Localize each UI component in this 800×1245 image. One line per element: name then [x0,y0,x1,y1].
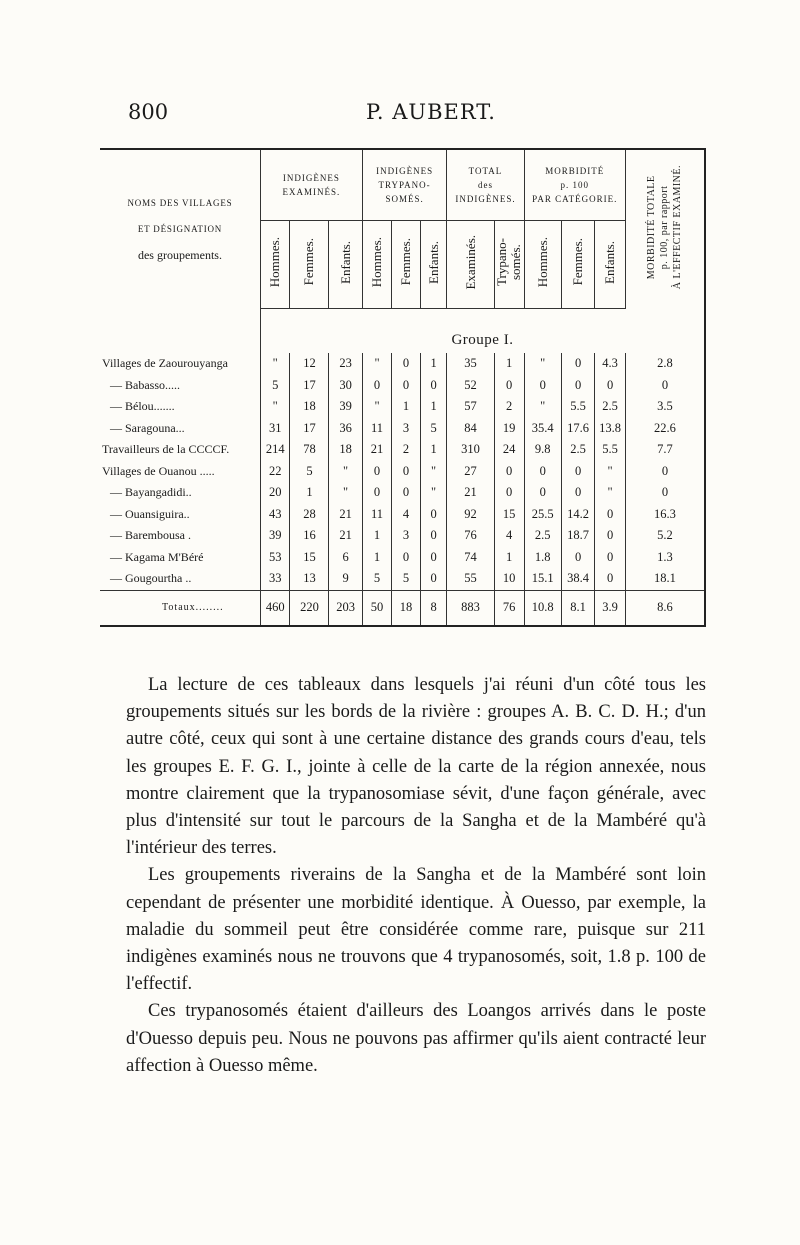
table-cell: 14.2 [561,504,594,526]
table-cell: 1.8 [524,547,561,569]
village-name: — Babasso..... [110,377,180,392]
table-cell: 5 [362,568,392,590]
table-cell: 52 [447,375,494,397]
header-line: INDIGÈNES. [455,194,516,204]
table-cell: " [362,353,392,375]
table-cell: 2.5 [524,525,561,547]
table-cell: 0 [561,353,594,375]
table-cell: 31 [260,418,290,440]
table-cell: 55 [447,568,494,590]
table-row [100,461,705,483]
table-cell: 3 [392,418,421,440]
subheader-trypano-femmes: Femmes. [392,221,421,309]
totals-cell: 3.9 [595,590,626,626]
table-cell: 3.5 [625,396,705,418]
table-cell: 9.8 [524,439,561,461]
table-cell: 0 [561,547,594,569]
header-line: TOTAL [468,166,503,176]
table-cell: 1 [420,353,447,375]
table-cell: 0 [595,525,626,547]
table-cell: 0 [524,482,561,504]
table-cell: 1 [290,482,329,504]
table-cell: 35.4 [524,418,561,440]
table-cell: 6 [329,547,362,569]
header-line: PAR CATÉGORIE. [532,194,618,204]
morbidity-table [100,148,706,636]
table-cell: 74 [447,547,494,569]
totals-cell: 76 [494,590,524,626]
table-cell: 43 [260,504,290,526]
table-cell: " [362,396,392,418]
paragraph: La lecture de ces tableaux dans lesquels j'ai réuni d'un côté tous les groupements situés sur les bords de la rivière : groupes A. B. C. D. H.; d'un autre côté, ceux qui sont à une certaine distance des grands cours d'eau, tels les groupes E. F. G. I., jointe à celle de la carte de la région annexée, nous montre clairement que la trypanosomiase sévit, d'une façon générale, avec plus d'intensité sur tout le parcours de la Sangha et de la Mambéré qu'à l'intérieur des terres. [126,675,706,859]
totals-cell: 8 [420,590,447,626]
totals-label: Totaux........ [100,590,260,626]
table-cell: 10 [494,568,524,590]
table-cell: 15 [290,547,329,569]
table-cell: 7.7 [625,439,705,461]
table-cell: 0 [561,375,594,397]
table-cell: 13.8 [595,418,626,440]
village-name: — Bélou....... [110,399,175,414]
table-cell: 1 [494,547,524,569]
table-cell: 0 [392,482,421,504]
table-cell: 5.5 [561,396,594,418]
table-cell: " [329,461,362,483]
table-row [100,439,705,461]
table-cell: 30 [329,375,362,397]
table-cell: 2.8 [625,353,705,375]
header-line: INDIGÈNES [282,173,340,183]
header-line: p. 100, par rapport [659,185,671,270]
table-row [100,568,705,590]
header-line: des [477,180,493,190]
table-cell: 3 [392,525,421,547]
header-line: p. 100 [560,180,589,190]
group-title: Groupe I. [260,309,705,354]
table-cell: 18 [329,439,362,461]
table-cell: 0 [625,482,705,504]
header-total-indigenes [447,149,524,221]
header-line: SOMÉS. [385,194,424,204]
table-cell: " [420,482,447,504]
table-cell: 22 [260,461,290,483]
village-name: — Ouansiguira.. [110,506,190,521]
table-cell: 18.1 [625,568,705,590]
table-cell: 18 [290,396,329,418]
paragraph: Les groupements riverains de la Sangha et de la Mambéré sont loin cependant de présenter une morbidité identique. À Ouesso, par exemple, la maladie du sommeil peut être considérée comme rare, puisque sur 211 indigènes examinés nous ne trouvons que 4 trypanosomés, soit, 1.8 p. 100 de l'effectif. [126,865,706,995]
table-row [100,547,705,569]
village-name: — Kagama M'Béré [110,549,204,564]
header-indigenes-examines [260,149,362,221]
subheader-total-examines: Examinés. [447,221,494,309]
table-cell: 5 [260,375,290,397]
table-cell: 2 [392,439,421,461]
table-cell: 0 [524,461,561,483]
table-row [100,396,705,418]
table-cell: 0 [595,568,626,590]
table-cell: " [524,353,561,375]
totals-cell: 10.8 [524,590,561,626]
totals-cell: 8.6 [625,590,705,626]
table-cell: 33 [260,568,290,590]
subheader-trypano-enfants: Enfants. [420,221,447,309]
table-cell: 2.5 [595,396,626,418]
table-cell: 0 [362,482,392,504]
village-name: — Barembousa . [110,528,191,543]
subheader-morbidite-hommes: Hommes. [524,221,561,309]
village-name: — Bayangadidi.. [110,485,192,500]
table-cell: 53 [260,547,290,569]
header-morbidite-categorie [524,149,625,221]
table-cell: " [329,482,362,504]
table-cell: 21 [329,525,362,547]
names-column-header [100,149,260,309]
table-cell: 0 [392,461,421,483]
group-title-row [100,309,705,354]
table-cell: 11 [362,504,392,526]
table-cell: 21 [362,439,392,461]
table-row [100,482,705,504]
table-cell: 0 [524,375,561,397]
table-cell: 1 [392,396,421,418]
subheader-total-trypanosomes: Trypano-somés. [494,221,524,309]
village-name: — Saragouna... [110,420,185,435]
subheader-examines-femmes: Femmes. [290,221,329,309]
subheader-trypano-hommes: Hommes. [362,221,392,309]
table-cell: 38.4 [561,568,594,590]
table-cell: 39 [260,525,290,547]
running-head [128,100,702,130]
table-cell: 11 [362,418,392,440]
running-title: P. AUBERT. [366,100,496,124]
table-cell: 0 [392,375,421,397]
table-cell: 1 [362,525,392,547]
table-cell: 0 [362,375,392,397]
table-cell: 0 [494,461,524,483]
names-header-line3: des groupements. [137,248,222,263]
header-line: EXAMINÉS. [282,187,341,197]
table-cell: 12 [290,353,329,375]
table-cell: 0 [494,482,524,504]
paragraph: Ces trypanosomés étaient d'ailleurs des Loangos arrivés dans le poste d'Ouesso depuis peu. Nous ne pouvons pas affirmer qu'ils aient contracté leur affection à Ouesso même. [126,1001,706,1076]
table-cell: 0 [392,353,421,375]
table-cell: 17 [290,418,329,440]
table-cell: 0 [595,375,626,397]
header-line: INDIGÈNES [376,166,434,176]
table-cell: 27 [447,461,494,483]
table-cell: 0 [595,504,626,526]
table-cell: 0 [420,375,447,397]
table-cell: 0 [561,482,594,504]
table-cell: 17.6 [561,418,594,440]
table-cell: 0 [362,461,392,483]
table-row [100,418,705,440]
table-cell: 2.5 [561,439,594,461]
table-row [100,504,705,526]
table-cell: 76 [447,525,494,547]
table-cell: 23 [329,353,362,375]
names-header-line1: NOMS DES VILLAGES [127,198,233,209]
table-row [100,525,705,547]
table-row [100,353,705,375]
table-cell: 16.3 [625,504,705,526]
table-cell: 0 [625,461,705,483]
table-cell: 0 [392,547,421,569]
totals-cell: 203 [329,590,362,626]
table-cell: 21 [329,504,362,526]
totals-cell: 883 [447,590,494,626]
table-cell: 0 [420,525,447,547]
table-cell: 0 [420,504,447,526]
header-line: À L'EFFECTIF EXAMINÉ. [672,165,684,290]
table-cell: 16 [290,525,329,547]
table-cell: " [524,396,561,418]
table-cell: 4 [494,525,524,547]
table-cell: " [595,461,626,483]
village-name: Villages de Ouanou ..... [102,463,215,478]
table-cell: 5 [290,461,329,483]
header-morbidite-totale [625,149,705,309]
table-cell: 9 [329,568,362,590]
header-line: TRYPANO- [378,180,431,190]
table-cell: 1 [420,439,447,461]
table-cell: 21 [447,482,494,504]
table-cell: 25.5 [524,504,561,526]
table-cell: 1 [494,353,524,375]
table-cell: 84 [447,418,494,440]
table-cell: 78 [290,439,329,461]
table-cell: 0 [595,547,626,569]
body-text [126,672,706,1080]
totals-cell: 220 [290,590,329,626]
village-name: Travailleurs de la CCCCF. [102,442,230,457]
table-cell: 36 [329,418,362,440]
page-number: 800 [128,100,169,124]
table-cell: 22.6 [625,418,705,440]
table-cell: 0 [494,375,524,397]
table-cell: 5.2 [625,525,705,547]
table-cell: 4.3 [595,353,626,375]
table-cell: 15 [494,504,524,526]
table-cell: " [595,482,626,504]
table-cell: 0 [625,375,705,397]
header-line: MORBIDITÉ TOTALE [646,175,658,280]
header-indigenes-trypanosomes [362,149,447,221]
subheader-examines-hommes: Hommes. [260,221,290,309]
table-cell: 19 [494,418,524,440]
table-cell: 5 [420,418,447,440]
table-cell: 1 [362,547,392,569]
table-cell: 35 [447,353,494,375]
table-cell: 0 [420,568,447,590]
table-cell: 0 [561,461,594,483]
village-name: Villages de Zaourouyanga [102,356,228,371]
table-cell: 0 [420,547,447,569]
table-cell: 2 [494,396,524,418]
table-cell: 39 [329,396,362,418]
table-cell: 20 [260,482,290,504]
table-cell: 17 [290,375,329,397]
header-line: MORBIDITÉ [545,166,605,176]
names-header-line2: ET DÉSIGNATION [137,224,223,235]
table-cell: 214 [260,439,290,461]
table-cell: " [260,396,290,418]
subheader-examines-enfants: Enfants. [329,221,362,309]
table-cell: " [420,461,447,483]
totals-cell: 460 [260,590,290,626]
table-cell: 1.3 [625,547,705,569]
totals-row [100,590,705,626]
table-cell: 5.5 [595,439,626,461]
totals-cell: 8.1 [561,590,594,626]
subheader-morbidite-enfants: Enfants. [595,221,626,309]
village-name: — Gougourtha .. [110,571,192,586]
table-cell: 92 [447,504,494,526]
totals-cell: 18 [392,590,421,626]
table-cell: 15.1 [524,568,561,590]
table-cell: 4 [392,504,421,526]
totals-cell: 50 [362,590,392,626]
table-cell: " [260,353,290,375]
table-cell: 24 [494,439,524,461]
subheader-morbidite-femmes: Femmes. [561,221,594,309]
table-cell: 5 [392,568,421,590]
table-row [100,375,705,397]
table-cell: 57 [447,396,494,418]
table-cell: 18.7 [561,525,594,547]
table-cell: 28 [290,504,329,526]
table-cell: 1 [420,396,447,418]
table-cell: 310 [447,439,494,461]
table-cell: 13 [290,568,329,590]
